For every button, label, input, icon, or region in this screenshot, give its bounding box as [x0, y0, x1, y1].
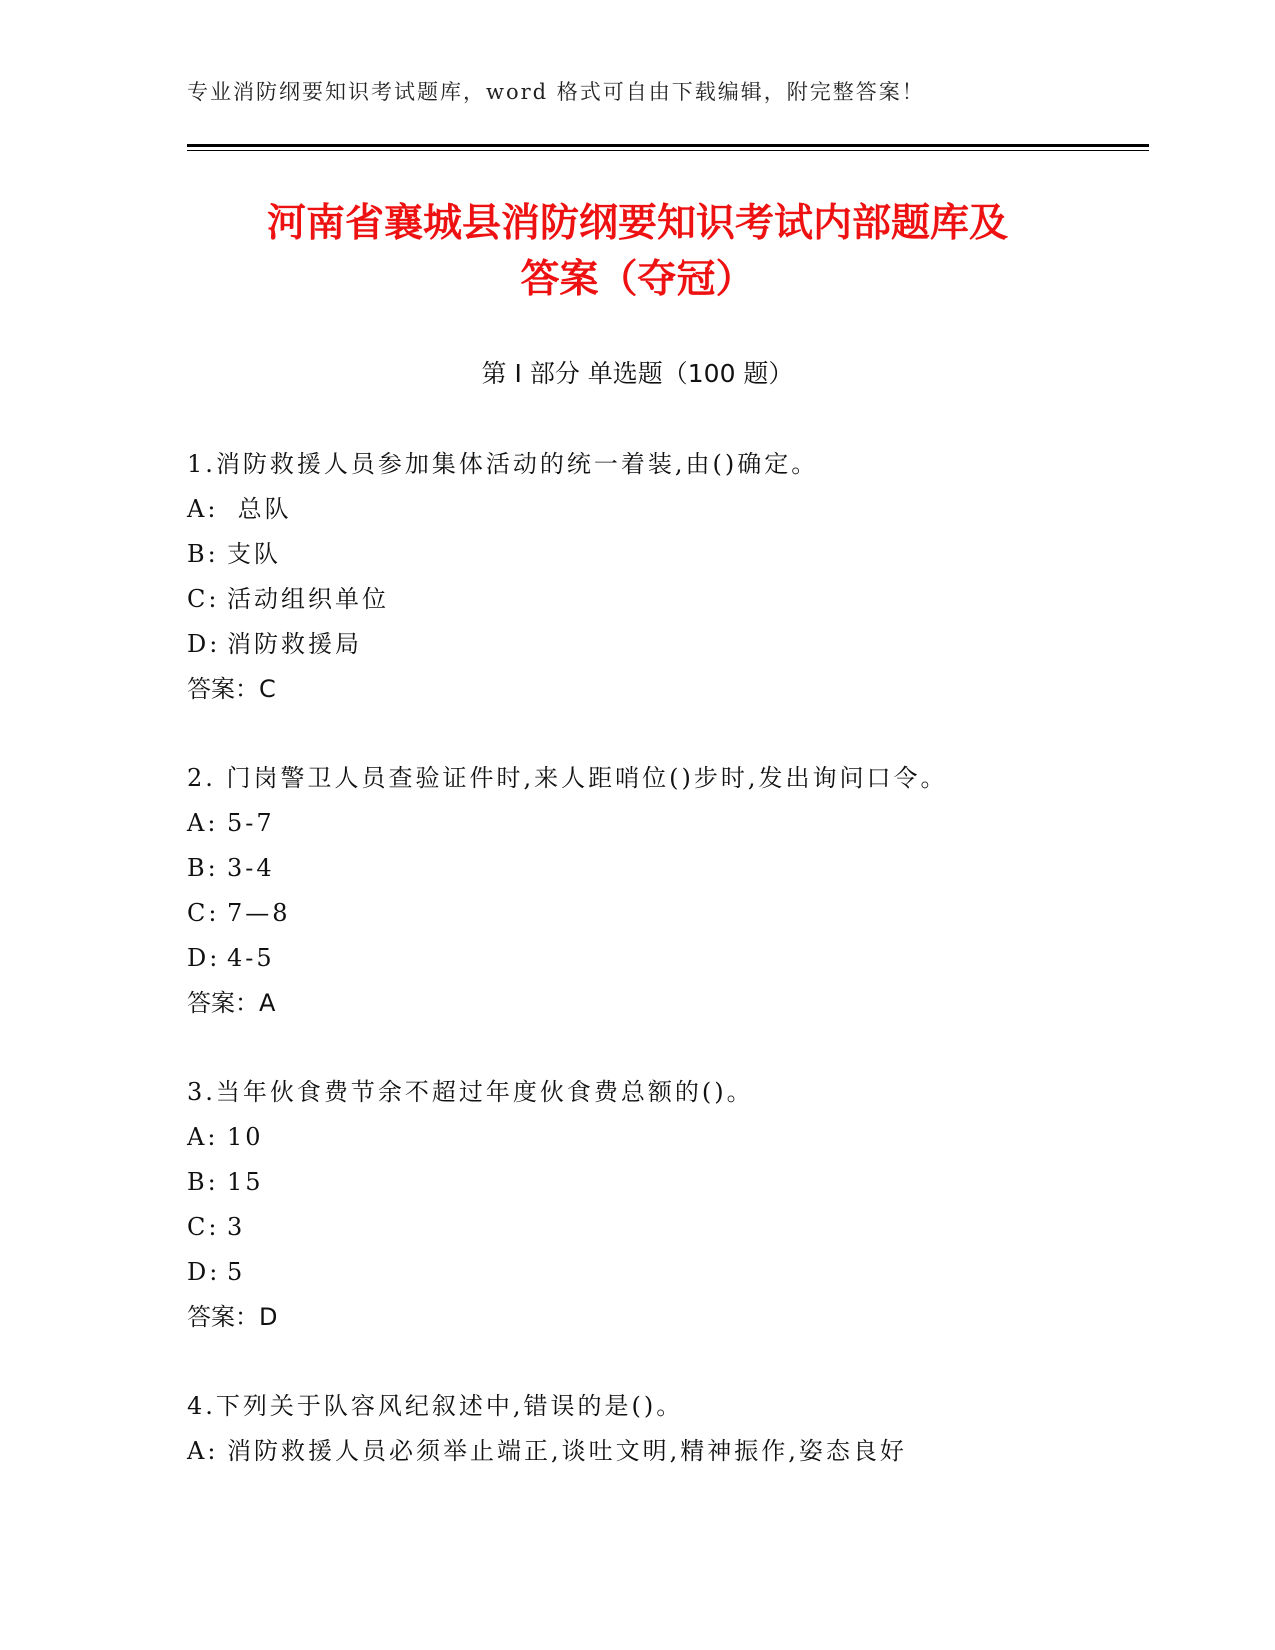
- header-rule-thin: [187, 150, 1149, 151]
- option-text: 总队: [227, 495, 292, 523]
- option-b: [187, 846, 1147, 891]
- section-heading: 第 I 部分 单选题（100 题）: [481, 359, 794, 388]
- option-letter: B:: [187, 854, 219, 882]
- option-letter: A:: [187, 809, 219, 837]
- answer-value: A: [259, 989, 276, 1017]
- answer-label: 答案：: [187, 1303, 259, 1331]
- answer-label: 答案：: [187, 989, 259, 1017]
- option-text: 3-4: [227, 854, 275, 882]
- option-letter: B:: [187, 540, 219, 568]
- question-text: 2. 门岗警卫人员查验证件时,来人距哨位()步时,发出询问口令。: [187, 764, 948, 792]
- option-text: 7—8: [227, 899, 291, 927]
- option-c: [187, 577, 1147, 622]
- option-letter: D:: [187, 1258, 221, 1286]
- option-text: 消防救援人员必须举止端正,谈吐文明,精神振作,姿态良好: [227, 1437, 907, 1465]
- question-list: [187, 442, 1147, 1518]
- option-b: [187, 532, 1147, 577]
- option-text: 5-7: [227, 809, 275, 837]
- option-letter: A:: [187, 1437, 219, 1465]
- option-text: 5: [227, 1258, 246, 1286]
- option-letter: B:: [187, 1168, 219, 1196]
- question-item: [187, 756, 1147, 1026]
- option-text: 支队: [227, 540, 281, 568]
- header-note: 专业消防纲要知识考试题库，word 格式可自由下载编辑，附完整答案！: [187, 80, 925, 104]
- question-text: 4.下列关于队容风纪叙述中,错误的是()。: [187, 1392, 684, 1420]
- option-a: [187, 1115, 1147, 1160]
- option-letter: A:: [187, 1123, 219, 1151]
- answer-line: [187, 667, 1147, 712]
- option-d: [187, 622, 1147, 667]
- question-item: [187, 1070, 1147, 1340]
- answer-line: [187, 1295, 1147, 1340]
- option-text: 消防救援局: [227, 630, 362, 658]
- option-letter: C:: [187, 585, 220, 613]
- option-b: [187, 1160, 1147, 1205]
- option-letter: C:: [187, 899, 220, 927]
- answer-value: D: [259, 1303, 278, 1331]
- title-line-1: 河南省襄城县消防纲要知识考试内部题库及: [266, 201, 1008, 246]
- question-text: 1.消防救援人员参加集体活动的统一着装,由()确定。: [187, 450, 819, 478]
- option-letter: D:: [187, 944, 221, 972]
- answer-value: C: [259, 675, 276, 703]
- question-item: [187, 1384, 1147, 1474]
- title-line-2: 答案（夺冠）: [520, 257, 755, 302]
- option-d: [187, 936, 1147, 981]
- option-text: 活动组织单位: [227, 585, 389, 613]
- question-item: [187, 442, 1147, 712]
- option-text: 4-5: [227, 944, 275, 972]
- option-d: [187, 1250, 1147, 1295]
- question-text: 3.当年伙食费节余不超过年度伙食费总额的()。: [187, 1078, 754, 1106]
- option-c: [187, 891, 1147, 936]
- document-title: [150, 196, 1125, 308]
- option-text: 15: [227, 1168, 264, 1196]
- option-a: [187, 801, 1147, 846]
- option-a: [187, 1429, 1147, 1474]
- answer-label: 答案：: [187, 675, 259, 703]
- option-letter: C:: [187, 1213, 220, 1241]
- answer-line: [187, 981, 1147, 1026]
- option-c: [187, 1205, 1147, 1250]
- option-text: 10: [227, 1123, 264, 1151]
- header-rule-thick: [187, 144, 1149, 147]
- option-letter: D:: [187, 630, 221, 658]
- option-letter: A:: [187, 495, 219, 523]
- option-a: [187, 487, 1147, 532]
- option-text: 3: [227, 1213, 246, 1241]
